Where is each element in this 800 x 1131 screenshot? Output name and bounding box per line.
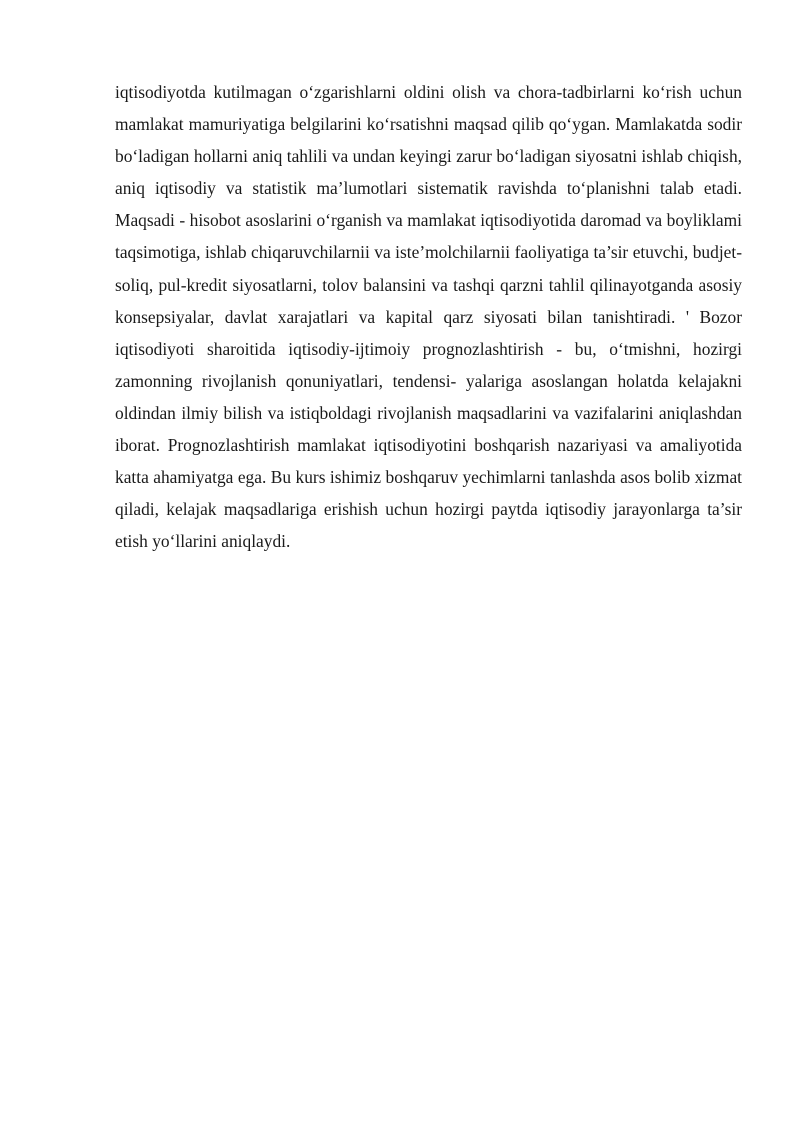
- body-paragraph: iqtisodiyotda kutilmagan o‘zgarishlarni oldini olish va chora-tadbirlarni ko‘rish uchun mamlakat mamuriyatiga belgilarini ko‘rsatishni maqsad qilib qo‘ygan. Mamlakatda sodir bo‘ladigan hollarni aniq tahlili va undan keyingi zarur bo‘ladigan siyosatni ishlab chiqish, aniq iqtisodiy va statistik ma’lumotlari sistematik ravishda to‘planishni talab etadi. Maqsadi - hisobot asoslarini o‘rganish va mamlakat iqtisodiyotida daromad va boyliklami taqsimotiga, ishlab chiqaruvchilarnii va iste’molchilarnii faoliyatiga ta’sir etuvchi, budjet-soliq, pul-kredit siyosatlarni, tolov balansini va tashqi qarzni tahlil qilinayotganda asosiy konsepsiyalar, davlat xarajatlari va kapital qarz siyosati bilan tanishtiradi. ' Bozor iqtisodiyoti sharoitida iqtisodiy-ijtimoiy prognozlashtirish - bu, o‘tmishni, hozirgi zamonning rivojlanish qonuniyatlari, tendensi- yalariga asoslangan holatda kelajakni oldindan ilmiy bilish va istiqboldagi rivojlanish maqsadlarini va vazifalarini aniqlashdan iborat. Prognozlashtirish mamlakat iqtisodiyotini boshqarish nazariyasi va amaliyotida katta ahamiyatga ega. Bu kurs ishimiz boshqaruv yechimlarni tanlashda asos bolib xizmat qiladi, kelajak maqsadlariga erishish uchun hozirgi paytda iqtisodiy jarayonlarga ta’sir etish yo‘llarini aniqlaydi.: [115, 82, 742, 552]
